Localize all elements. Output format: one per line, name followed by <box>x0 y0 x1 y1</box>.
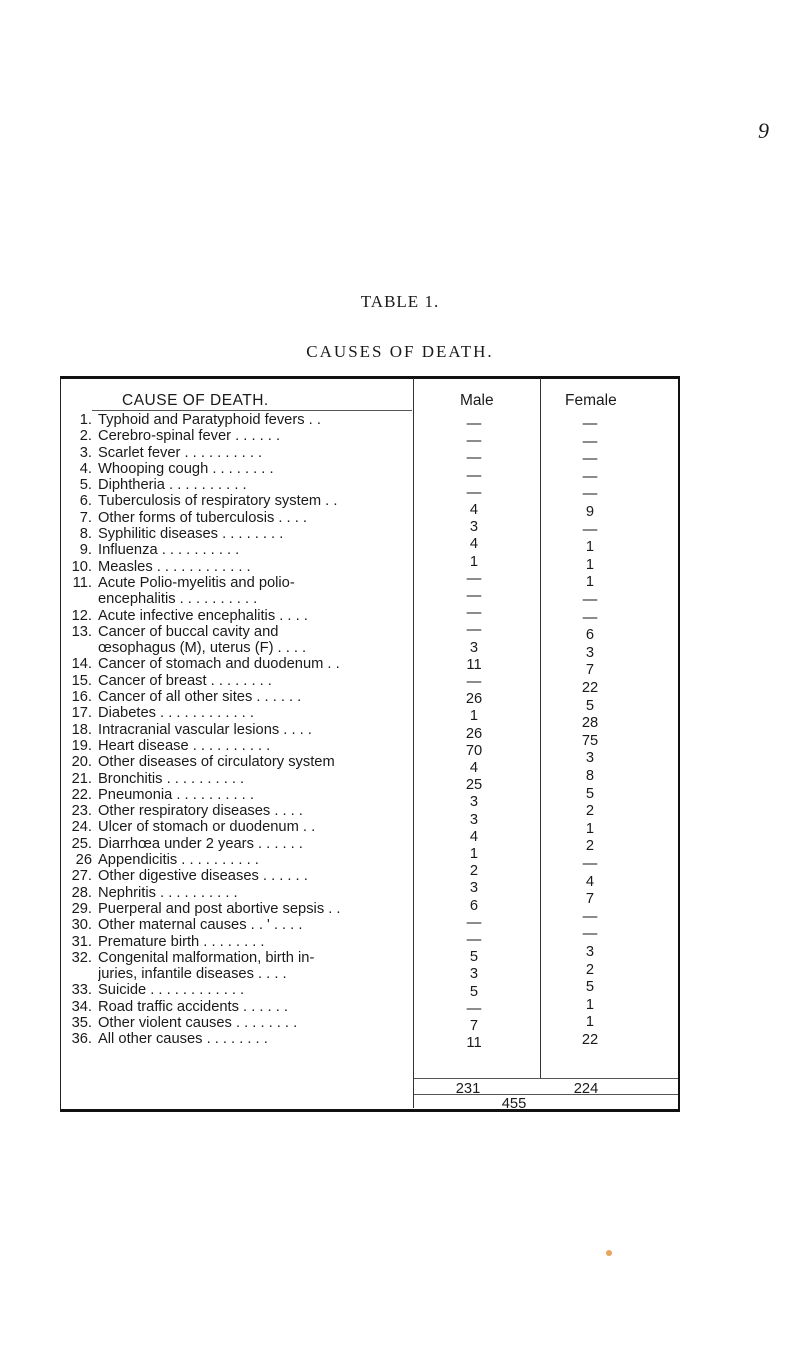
table-row <box>62 656 412 672</box>
male-value: — <box>466 588 482 604</box>
male-value: — <box>466 416 482 432</box>
female-value: 1 <box>585 1014 595 1031</box>
male-value: 26 <box>465 725 483 742</box>
table-row <box>62 477 412 493</box>
male-value: 3 <box>469 811 479 828</box>
table-row <box>62 738 412 754</box>
female-value: 6 <box>585 627 595 644</box>
male-value: 6 <box>469 897 479 914</box>
cause-label: Cancer of all other sites . . . . . . <box>98 689 302 706</box>
page-number: 9 <box>758 118 769 143</box>
male-value: — <box>466 605 482 622</box>
table-row <box>62 966 412 982</box>
row-number: 4. <box>79 460 92 477</box>
cause-label: Congenital malformation, birth in- <box>98 949 315 966</box>
row-number: 10. <box>71 558 92 575</box>
table-row <box>62 673 412 689</box>
table-row <box>62 493 412 509</box>
table-row <box>62 689 412 705</box>
female-value: 3 <box>585 750 595 767</box>
male-value: 25 <box>465 777 483 794</box>
table-row <box>62 754 412 770</box>
row-number: 34. <box>71 998 92 1015</box>
row-number: 8. <box>79 526 92 543</box>
female-value: 7 <box>585 662 595 679</box>
stain-mark <box>606 1250 612 1256</box>
cause-label: Other violent causes . . . . . . . . <box>98 1014 298 1031</box>
cause-label: Acute Polio-myelitis and polio- <box>98 574 295 591</box>
table-title: TABLE 1. <box>360 292 440 311</box>
male-value: 5 <box>469 949 479 966</box>
table-row <box>62 640 412 656</box>
table-row <box>62 559 412 575</box>
male-value: 3 <box>469 639 479 656</box>
female-value: 2 <box>585 961 595 978</box>
table-row <box>62 852 412 868</box>
male-value: 3 <box>469 880 479 897</box>
cause-label: Tuberculosis of respiratory system . . <box>98 493 338 510</box>
table-row <box>62 722 412 738</box>
cause-label: Diabetes . . . . . . . . . . . . <box>98 705 254 722</box>
female-value: — <box>582 486 598 503</box>
female-value: 75 <box>581 732 599 749</box>
cause-label: Bronchitis . . . . . . . . . . <box>98 770 245 787</box>
header-rule <box>92 410 412 411</box>
female-value: — <box>582 609 598 626</box>
row-number: 25. <box>71 835 92 852</box>
row-number: 17. <box>71 705 92 722</box>
row-number: 15. <box>71 672 92 689</box>
male-value: 3 <box>469 519 479 536</box>
male-value: 3 <box>469 966 479 983</box>
female-value: 22 <box>581 680 599 696</box>
row-number: 23. <box>71 803 92 820</box>
row-number: 28. <box>71 884 92 901</box>
male-value: — <box>466 484 482 501</box>
female-value: 5 <box>585 785 595 802</box>
table-row <box>62 412 412 428</box>
row-number: 7. <box>79 509 92 526</box>
grand-total: 455 <box>501 1096 527 1112</box>
cause-label: Other digestive diseases . . . . . . <box>98 868 308 885</box>
row-number: 3. <box>79 444 92 461</box>
row-number: 36. <box>71 1031 92 1048</box>
table-row <box>62 999 412 1015</box>
female-value: — <box>582 592 598 608</box>
cause-label: Intracranial vascular lesions . . . . <box>98 721 312 738</box>
table-row <box>62 885 412 901</box>
row-number: 30. <box>71 917 92 934</box>
row-number: 12. <box>71 607 92 624</box>
row-number: 18. <box>71 721 92 738</box>
male-value: 3 <box>469 794 479 811</box>
male-value: 11 <box>466 1035 482 1052</box>
female-value: 5 <box>585 979 595 996</box>
female-value: — <box>582 433 598 450</box>
male-value: 4 <box>469 536 479 553</box>
male-value: 4 <box>469 502 479 518</box>
female-value: — <box>582 451 598 468</box>
cause-label: Nephritis . . . . . . . . . . <box>98 884 238 901</box>
female-value: 3 <box>585 944 595 960</box>
totals-rule <box>414 1078 678 1079</box>
male-value: — <box>466 467 482 484</box>
cause-label: Cancer of breast . . . . . . . . <box>98 672 272 689</box>
cause-label: juries, infantile diseases . . . . <box>98 966 287 983</box>
female-value: — <box>582 908 598 925</box>
row-number: 27. <box>71 868 92 885</box>
table-row <box>62 542 412 558</box>
table-row <box>62 575 412 591</box>
male-value: 1 <box>469 708 479 725</box>
female-value: 5 <box>585 697 595 714</box>
cause-label: Other forms of tuberculosis . . . . <box>98 509 307 526</box>
row-number: 5. <box>79 477 92 494</box>
male-header: Male <box>460 392 494 409</box>
row-number: 2. <box>79 428 92 445</box>
female-value: 28 <box>581 715 599 732</box>
table-row <box>62 1015 412 1031</box>
male-value: 70 <box>465 742 483 759</box>
cause-label: Puerperal and post abortive sepsis . . <box>98 900 341 917</box>
female-value: 2 <box>585 838 595 855</box>
row-number: 21. <box>71 770 92 787</box>
female-value: 1 <box>585 539 595 556</box>
row-number: 1. <box>79 412 92 428</box>
table-row <box>62 428 412 444</box>
table-row <box>62 787 412 803</box>
cause-label: Whooping cough . . . . . . . . <box>98 460 274 477</box>
cause-label: Diarrhœa under 2 years . . . . . . <box>98 835 303 852</box>
female-value: 1 <box>585 556 595 573</box>
table-row <box>62 771 412 787</box>
table-row <box>62 950 412 966</box>
cause-label: Ulcer of stomach or duodenum . . <box>98 819 316 836</box>
male-value: — <box>466 570 482 587</box>
row-number: 9. <box>79 542 92 559</box>
female-value: — <box>582 856 598 872</box>
row-number: 6. <box>79 493 92 510</box>
female-value: — <box>582 926 598 943</box>
cause-label: Pneumonia . . . . . . . . . . <box>98 786 254 803</box>
row-number: 29. <box>71 900 92 917</box>
female-value: 4 <box>585 873 595 890</box>
female-value: 3 <box>585 644 595 661</box>
cause-label: Other diseases of circulatory system <box>98 754 335 771</box>
female-value: — <box>582 521 598 538</box>
male-value: 4 <box>469 828 479 845</box>
cause-label: Heart disease . . . . . . . . . . <box>98 737 271 754</box>
cause-label: Syphilitic diseases . . . . . . . . <box>98 526 284 543</box>
row-number: 24. <box>71 819 92 836</box>
cause-label: All other causes . . . . . . . . <box>98 1031 268 1048</box>
table-row <box>62 934 412 950</box>
cause-label: encephalitis . . . . . . . . . . <box>98 591 258 608</box>
table-row <box>62 445 412 461</box>
table-row <box>62 917 412 933</box>
table-subtitle: CAUSES OF DEATH. <box>306 342 494 361</box>
male-value: 2 <box>469 863 479 880</box>
male-value: 7 <box>469 1018 479 1034</box>
cause-label: Scarlet fever . . . . . . . . . . <box>98 444 263 461</box>
female-total: 224 <box>573 1081 599 1097</box>
female-value: 7 <box>585 891 595 908</box>
cause-label: Influenza . . . . . . . . . . <box>98 542 240 559</box>
female-value: 22 <box>581 1032 599 1048</box>
female-value: 9 <box>585 504 595 520</box>
row-number: 16. <box>71 689 92 706</box>
male-value: — <box>466 622 482 639</box>
cause-label: Suicide . . . . . . . . . . . . <box>98 982 245 999</box>
female-value: 8 <box>585 768 595 784</box>
female-header: Female <box>565 392 617 409</box>
cause-label: Typhoid and Paratyphoid fevers . . <box>98 412 321 428</box>
table-row <box>62 819 412 835</box>
male-value: — <box>466 450 482 467</box>
male-value: — <box>466 914 482 931</box>
male-value: 5 <box>469 983 479 1000</box>
table-row <box>62 836 412 852</box>
table-row <box>62 526 412 542</box>
cause-label: Measles . . . . . . . . . . . . <box>98 558 251 575</box>
table-row <box>62 591 412 607</box>
male-value: 4 <box>469 760 479 776</box>
row-number <box>62 966 98 982</box>
row-number: 32. <box>71 949 92 966</box>
male-value: — <box>466 932 482 948</box>
table-row <box>62 901 412 917</box>
cause-label: Road traffic accidents . . . . . . <box>98 998 288 1015</box>
table-row <box>62 624 412 640</box>
row-number: 11. <box>72 574 92 591</box>
row-number: 20. <box>71 754 92 771</box>
row-number <box>62 591 98 607</box>
female-value: 1 <box>585 574 595 591</box>
cause-label: œsophagus (M), uterus (F) . . . . <box>98 640 307 657</box>
cause-label: Cerebro-spinal fever . . . . . . <box>98 428 281 445</box>
row-number: 35. <box>71 1014 92 1031</box>
female-value: — <box>582 416 598 432</box>
cause-label: Premature birth . . . . . . . . <box>98 933 265 950</box>
cause-label: Diphtheria . . . . . . . . . . <box>98 477 247 494</box>
row-number: 33. <box>71 982 92 999</box>
male-value: 11 <box>466 656 482 673</box>
male-value: 26 <box>465 691 483 708</box>
cause-label: Acute infective encephalitis . . . . <box>98 607 308 624</box>
female-value: — <box>582 468 598 485</box>
row-number: 14. <box>71 656 92 673</box>
table-row <box>62 510 412 526</box>
table-row <box>62 461 412 477</box>
row-number: 22. <box>71 786 92 803</box>
cause-label: Other respiratory diseases . . . . <box>98 803 303 820</box>
table-row <box>62 982 412 998</box>
cause-label: Cancer of stomach and duodenum . . <box>98 656 340 673</box>
cause-header: CAUSE OF DEATH. <box>122 392 269 409</box>
row-number: 13. <box>71 623 92 640</box>
male-value: — <box>466 1000 482 1017</box>
cause-divider <box>413 378 414 1108</box>
male-value: — <box>466 433 482 450</box>
male-value: — <box>466 674 482 690</box>
row-number: 31. <box>71 933 92 950</box>
sex-divider <box>540 378 541 1078</box>
table-row <box>62 1031 412 1047</box>
male-total: 231 <box>455 1081 481 1097</box>
female-value: 2 <box>585 803 595 820</box>
cause-label: Other maternal causes . . ' . . . . <box>98 917 303 934</box>
cause-list <box>62 412 412 1048</box>
cause-label: Cancer of buccal cavity and <box>98 623 279 640</box>
table-row <box>62 608 412 624</box>
female-value: 1 <box>585 996 595 1013</box>
female-value: 1 <box>585 820 595 837</box>
table-row <box>62 868 412 884</box>
row-number: 19. <box>71 737 92 754</box>
table-row <box>62 803 412 819</box>
row-number <box>62 640 98 656</box>
male-value: 1 <box>469 553 479 570</box>
table-row <box>62 705 412 721</box>
row-number: 26 <box>75 852 92 869</box>
male-value: 1 <box>469 846 479 862</box>
cause-label: Appendicitis . . . . . . . . . . <box>98 852 259 869</box>
